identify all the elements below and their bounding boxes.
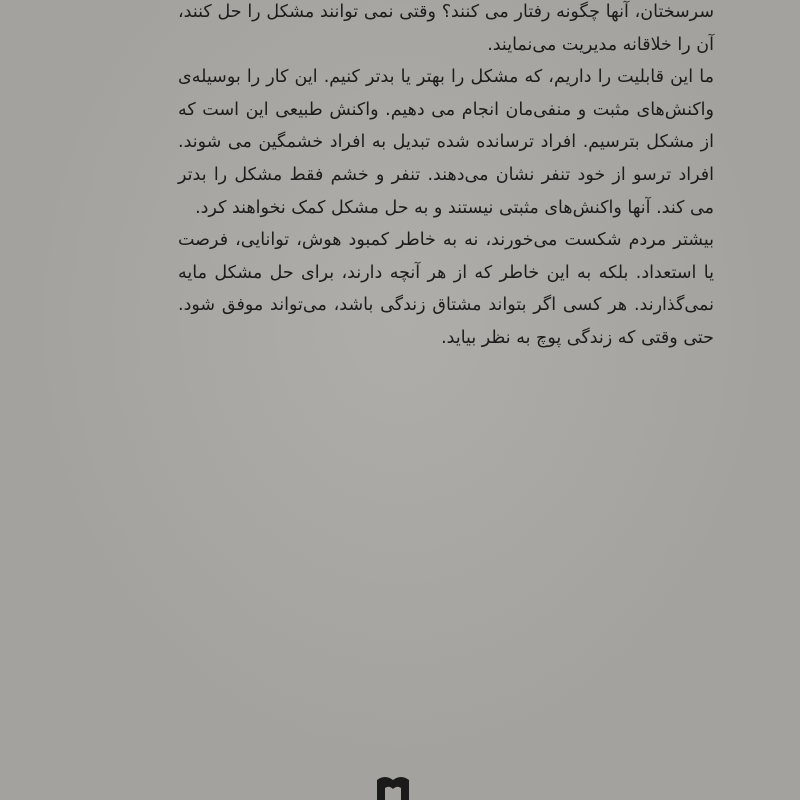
book-logo-icon xyxy=(373,768,413,800)
paragraph-2: ما این قابلیت را داریم، که مشکل را بهتر یا بدتر کنیم. این کار را بوسیله‌ی واکنش‌های مثبت و منفی‌مان انجام می دهیم. واکنش طبیعی این است که از مشکل بترسیم. افراد ترسانده شده تبدیل به افراد خشمگین می شوند. افراد ترسو از خود تنفر نشان می‌دهند. تنفر و خشم فقط مشکل را بدتر می کند. آنها واکنش‌های مثبتی نیستند و به حل مشکل کمک نخواهند کرد. xyxy=(178,67,714,218)
paragraph-3: بیشتر مردم شکست می‌خورند، نه به خاطر کمبود هوش، توانایی، فرصت یا استعداد. بلکه به این خاطر که از هر آنچه دارند، برای حل مشکل مایه نمی‌گذارند. هر کسی اگر بتواند مشتاق زندگی باشد، می‌تواند موفق شود. حتی وقتی که زندگی پوچ به نظر بیاید. xyxy=(178,230,714,348)
body-text xyxy=(178,0,714,355)
paragraph-1: سرسختان، آنها چگونه رفتار می کنند؟ وقتی نمی توانند مشکل را حل کنند، آن را خلاقانه مدیریت می‌نمایند. xyxy=(178,2,714,55)
